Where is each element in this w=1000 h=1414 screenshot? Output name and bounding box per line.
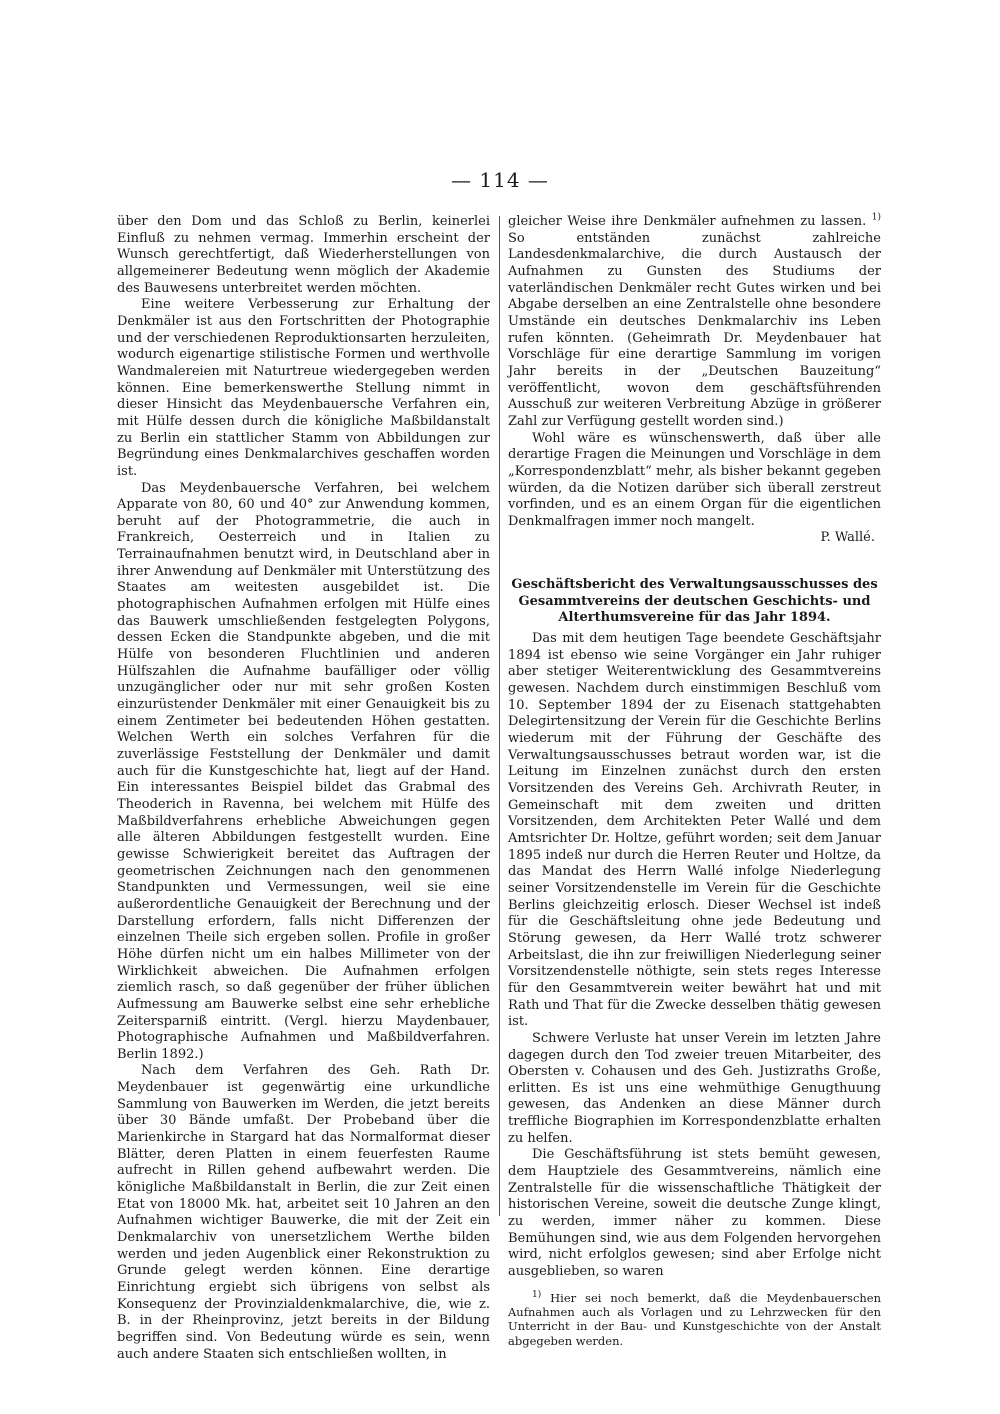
footnote-marker: 1) [532,1289,542,1300]
right-paragraph-2: Wohl wäre es wünschenswerth, daß über alle derartige Fragen die Meinungen und Vorschläge in dem „Korrespondenzblatt“ mehr, als bisher bekannt gegeben würden, da die Notizen darüber sich überall zerstreut vorfinden, und es an einem Organ für die eigentlichen Denkmalfragen immer noch mangelt. [508,430,881,529]
right-continuation-rest: So entständen zunächst zahlreiche Landesdenkmalarchive, die durch Austausch der Aufnahmen zu Gunsten des Studiums der vaterländischen Denkmäler recht Gutes wirken und bei Abgabe derselben an eine Zentralstelle ohne besondere Umstände ein deutsches Denkmalarchiv ins Leben rufen könnten. (Geheimrath Dr. Meydenbauer hat Vorschläge für eine derartige Sammlung im vorigen Jahr bereits in der „Deutschen Bauzeitung“ veröffentlicht, wovon dem geschäftsführenden Ausschuß zur weiteren Verbreitung Abzüge in größerer Zahl zur Verfügung gestellt worden sind.) [508,230,881,429]
left-paragraph-2: Eine weitere Verbesserung zur Erhaltung der Denkmäler ist aus den Fortschritten der Photographie und der verschiedenen Reproduktionsarten herzuleiten, wodurch eigenartige stilistische Formen und werthvolle Wandmalereien mit Naturtreue wiedergegeben werden können. Eine bemerkenswerthe Stellung nimmt in dieser Hinsicht das Meydenbauersche Verfahren ein, mit Hülfe dessen durch die königliche Maßbildanstalt zu Berlin ein stattlicher Stamm von Abbildungen zur Begründung eines Denkmalarchives geschaffen worden ist. [117,297,490,479]
right-continuation [508,214,881,431]
column-divider [499,216,500,1216]
left-paragraph-1: über den Dom und das Schloß zu Berlin, keinerlei Einfluß zu nehmen vermag. Immerhin erscheint der Wunsch gerechtfertigt, daß Wiederherstellungen von allgemeinerer Bedeutung wenn möglich der Akademie des Bauwesens unterbreitet werden möchten. [117,214,490,296]
report-paragraph-2: Schwere Verluste hat unser Verein im letzten Jahre dagegen durch den Tod zweier treuen Mitarbeiter, des Obersten v. Cohausen und des Geh. Justizraths Große, erlitten. Es ist uns eine wehmüthige Genugthuung gewesen, das Andenken an diese Männer durch treffliche Biographien im Korrespondenzblatte erhalten zu helfen. [508,1030,881,1146]
left-column [117,214,490,1363]
section-heading: Geschäftsbericht des Verwaltungsausschusses des Gesammtvereins der deutschen Geschichts- und Alterthumsvereine für das Jahr 1894. [511,577,878,626]
footnote-reference: 1) [871,212,881,223]
left-paragraph-3: Das Meydenbauersche Verfahren, bei welchem Apparate von 80, 60 und 40° zur Anwendung kommen, beruht auf der Photogrammetrie, die auch in Frankreich, Oesterreich und in Italien zu Terrainaufnahmen benutzt wird, in Deutschland aber in ihrer Anwendung auf Denkmäler mit Unterstützung des Staates am weitesten ausgebildet ist. Die photographischen Aufnahmen erfolgen mit Hülfe eines das Bauwerk umschließenden festgelegten Polygons, dessen Ecken die Standpunkte abgeben, und die mit Hülfe von besonderen Fluchtlinien und anderen Hülfszahlen die Aufnahme baufälliger oder völlig unzugänglicher oder nur mit sehr großen Kosten einzurüstender Denkmäler mit einer Genauigkeit bis zu einem Zentimeter bei bedeutenden Höhen gestatten. Welchen Werth ein solches Verfahren für die zuverlässige Feststellung der Denkmäler und damit auch für die Kunstgeschichte hat, liegt auf der Hand. Ein interessantes Beispiel bildet das Grabmal des Theoderich in Ravenna, bei welchem mit Hülfe des Maßbildverfahrens erhebliche Abweichungen gegen alle älteren Abbildungen festgestellt wurden. Eine gewisse Schwierigkeit bereitet das Auftragen der geometrischen Zeichnungen nach den genommenen Standpunkten und Vermessungen, weil sie eine außerordentliche Genauigkeit der Berechnung und der Darstellung erfordern, falls nicht Differenzen der einzelnen Theile sich ergeben sollen. Profile in großer Höhe dürfen nicht um ein halbes Millimeter von der Wirklichkeit abweichen. Die Aufnahmen erfolgen ziemlich rasch, so daß gegenüber der früher üblichen Aufmessung am Bauwerke selbst eine sehr erhebliche Zeitersparniß eintritt. (Vergl. hierzu Maydenbauer, Photographische Aufnahmen und Maßbildverfahren. Berlin 1892.) [117,480,490,1062]
report-paragraph-1: Das mit dem heutigen Tage beendete Geschäftsjahr 1894 ist ebenso wie seine Vorgänger ein Jahr ruhiger aber stetiger Weiterentwicklung des Gesammtvereins gewesen. Nachdem durch einstimmigen Beschluß vom 10. September 1894 der zu Eisenach stattgehabten Delegirtensitzung der Verein für die Geschichte Berlins wiederum mit der Führung der Geschäfte des Verwaltungsausschusses betraut worden war, ist die Leitung im Einzelnen zunächst durch den ersten Vorsitzenden des Vereins Geh. Archivrath Reuter, in Gemeinschaft mit dem zweiten und dritten Vorsitzenden, dem Architekten Peter Wallé und dem Amtsrichter Dr. Holtze, geführt worden; seit dem Januar 1895 indeß nur durch die Herren Reuter und Holtze, da das Mandat des Herrn Wallé infolge Niederlegung seiner Vorsitzendenstelle im Verein für die Geschichte Berlins gleichzeitig erlosch. Dieser Wechsel ist indeß für die Geschäftsleitung ohne jede Bedeutung und Störung gewesen, da Herr Wallé trotz schwerer Arbeitslast, die ihn zur freiwilligen Niederlegung seiner Vorsitzendenstelle nöthigte, sein stets reges Interesse für den Gesammtverein weiter bewährt hat und mit Rath und That für die Zwecke desselben thätig gewesen ist. [508,631,881,1030]
left-paragraph-4: Nach dem Verfahren des Geh. Rath Dr. Meydenbauer ist gegenwärtig eine urkundliche Sammlung von Bauwerken im Werden, die jetzt bereits über 30 Bände umfaßt. Der Probeband über die Marienkirche in Stargard hat das Normalformat dieser Blätter, deren Platten in einem feuerfesten Raume aufrecht in Rillen gehend aufbewahrt werden. Die königliche Maßbildanstalt in Berlin, die zur Zeit einen Etat von 18000 Mk. hat, arbeitet seit 10 Jahren an den Aufnahmen wichtiger Bauwerke, die mit der Zeit ein Denkmalarchiv von unersetzlichem Werthe bilden werden und jeden Augenblick einer Rekonstruktion zu Grunde gelegt werden können. Eine derartige Einrichtung ergiebt sich übrigens von selbst als Konsequenz der Provinzialdenkmalarchive, die, wie z. B. in der Rheinprovinz, jetzt bereits in der Bildung begriffen sind. Von Bedeutung würde es sein, wenn auch andere Staaten sich entschließen wollten, in [117,1063,490,1362]
footnote [508,1291,881,1348]
page-number: — 114 — [451,168,549,192]
right-continuation-text: gleicher Weise ihre Denkmäler aufnehmen zu lassen. [508,214,867,229]
footnote-paragraph [508,1291,881,1348]
report-paragraph-3: Die Geschäftsführung ist stets bemüht gewesen, dem Hauptziele des Gesammtvereins, nämlich eine Zentralstelle für die wissenschaftliche Thätigkeit der historischen Vereine, soweit die deutsche Zunge klingt, zu werden, immer näher zu kommen. Diese Bemühungen sind, wie aus dem Folgenden hervorgehen wird, nicht erfolglos gewesen; sind aber Erfolge nicht ausgeblieben, so waren [508,1147,881,1280]
footnote-text: Hier sei noch bemerkt, daß die Meydenbauerschen Aufnahmen auch als Vorlagen und zu Lehrzwecken für den Unterricht in der Bau- und Kunstgeschichte von der Anstalt abgegeben werden. [508,1290,881,1348]
right-column [508,214,881,1348]
signature: P. Wallé. [820,530,875,546]
